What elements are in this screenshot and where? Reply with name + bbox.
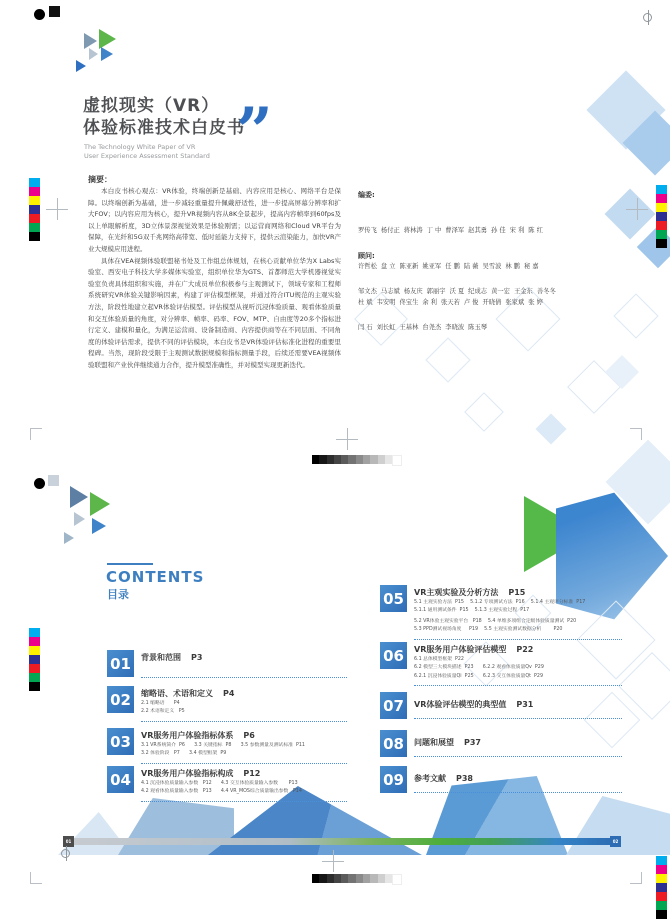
color-swatch: [656, 892, 667, 901]
toc-subitem: 6.2 模型三大模块描述 P23 6.2.2 观看体验质量Qv P29: [414, 665, 544, 671]
color-swatch: [656, 212, 667, 221]
toc-item-08: [380, 730, 622, 757]
decor-diamond-outline: [613, 293, 658, 338]
color-swatch: [656, 230, 667, 239]
toc-number: 06: [380, 642, 407, 669]
toc-item-07: [380, 692, 622, 719]
page-number-left: 01: [63, 836, 74, 847]
color-swatch: [656, 185, 667, 194]
page-number-right: 02: [610, 836, 621, 847]
toc-number: 09: [380, 766, 407, 793]
color-swatch: [656, 221, 667, 230]
toc-page-ref: P37: [464, 738, 481, 747]
subtitle-line1: The Technology White Paper of VR: [84, 143, 196, 151]
toc-number: 03: [107, 728, 134, 755]
toc-separator: [141, 677, 347, 678]
logo-triangle-icon: [90, 492, 110, 516]
toc-title: VR服务用户体验指标构成: [141, 769, 234, 778]
toc-separator: [414, 685, 622, 686]
crop-mark: [630, 872, 642, 884]
registration-cross-icon: [46, 198, 68, 220]
color-calibration-bar: [656, 185, 667, 248]
toc-subitem: 2.2 术语和定义 P5: [141, 709, 185, 715]
color-swatch: [29, 637, 40, 646]
color-calibration-bar: [656, 856, 667, 919]
color-swatch: [29, 646, 40, 655]
color-swatch: [656, 856, 667, 865]
toc-title: VR主观实验及分析方法: [414, 588, 499, 597]
toc-number: 01: [107, 650, 134, 677]
color-swatch: [656, 901, 667, 910]
grayscale-step-bar: [312, 874, 402, 885]
abstract-paragraph: 本白皮书核心观点：VR体验，终端创新是基础、内容应用是核心、网络平台是保障。以终端创新为基础，进一步减轻重量提升佩戴舒适性，进一步提高屏幕分辨率和扩大FOV；以内容应用为核心，提升VR视频内容从8K全景起步，提高内容帧率到60fps及以上单眼解析度，3D立体景深视觉效果是体验刚需；以运营商网络和Cloud VR平台为保障，在光纤和5G双千兆网络高带宽、低时延能力支持下，提供云渲染能力，加快VR产业大规模应用进程。: [88, 187, 341, 253]
toc-number: 08: [380, 730, 407, 757]
toc-title: 缩略语、术语和定义: [141, 689, 213, 698]
editors-label: 编委:: [358, 191, 375, 199]
logo-triangle-icon: [101, 47, 113, 61]
color-swatch: [29, 628, 40, 637]
toc-subitem: 4.1 沉浸体验质量输入参数 P12 4.3 交互体验质量输入参数 P13: [141, 781, 298, 786]
toc-item-01: [107, 650, 347, 678]
toc-separator: [141, 763, 347, 764]
logo-triangle-icon: [64, 532, 74, 544]
toc-page-ref: P6: [243, 731, 255, 740]
toc-page-ref: P3: [191, 653, 203, 662]
contents-accent-line: [107, 563, 153, 565]
toc-title: VR体验评估模型的典型值: [414, 700, 507, 709]
toc-number: 04: [107, 766, 134, 793]
logo-triangle-icon: [89, 48, 98, 60]
toc-item-04: [107, 766, 347, 802]
color-calibration-bar: [29, 628, 40, 691]
color-swatch: [656, 194, 667, 203]
color-swatch: [29, 205, 40, 214]
color-swatch: [29, 223, 40, 232]
toc-separator: [414, 756, 622, 757]
toc-subitem: 5.1.1 通用测试条件 P15 5.1.3 主观实验过程 P17: [414, 608, 530, 614]
color-swatch: [656, 910, 667, 919]
subtitle-line2: User Experience Assessment Standard: [84, 152, 210, 160]
grayscale-step-bar: [312, 455, 402, 466]
contents-heading-zh: 目录: [107, 588, 129, 601]
crop-mark: [30, 872, 42, 884]
registration-dot: [34, 9, 45, 20]
abstract-text: [88, 186, 341, 372]
contents-heading-en: CONTENTS: [106, 568, 205, 586]
toc-item-05: [380, 585, 622, 640]
logo-triangle-icon: [76, 60, 86, 72]
page-title: [83, 95, 245, 139]
toc-number: 02: [107, 686, 134, 713]
editors-row: 罗传飞 杨付正 蒋林涛 丁 中 曹泽军 赵其勇 孙 佳 宋 利 陈 红: [358, 227, 543, 234]
registration-target-icon: [60, 848, 71, 859]
color-swatch: [656, 239, 667, 248]
toc-subitem: 3.1 VR系统简介 P6 3.3 关键指标 P8 3.5 参数测量及测试标准 P11: [141, 743, 305, 748]
advisors-row: 闫 石 刘长虹 王基林 台尧杰 李晓波 陈玉琴: [358, 324, 488, 331]
toc-number: 05: [380, 585, 407, 612]
logo-triangle-icon: [99, 29, 116, 49]
registration-cross-icon: [336, 428, 358, 450]
registration-target-icon: [642, 12, 653, 23]
toc-subitem: 4.2 观看体验质量输入参数 P13 4.4 VR_MOS综合质量输出参数 P14: [141, 789, 302, 795]
toc-page-ref: P22: [516, 645, 534, 654]
toc-item-06: [380, 642, 622, 686]
color-swatch: [29, 187, 40, 196]
toc-separator: [414, 639, 622, 640]
toc-page-ref: P15: [508, 588, 526, 597]
logo-triangle-icon: [70, 486, 88, 508]
advisors-row: 邹文杰 马志斌 杨友庆 郭丽宇 沃 夏 纪成志 黄一宏 王金东 善冬冬: [358, 288, 556, 295]
toc-item-03: [107, 728, 347, 764]
toc-subitem: 5.3 PPD测试视场角度 P19 5.5 主观实验测试数据分析 P20: [414, 627, 563, 633]
color-calibration-bar: [29, 178, 40, 241]
toc-subitem: 2.1 缩略语 P4: [141, 701, 180, 706]
toc-title: 参考文献: [414, 774, 446, 783]
title-line1: 虚拟现实（VR）: [83, 96, 220, 116]
pagination-gradient-bar: [74, 838, 610, 845]
toc-subitem: 3.2 体验阶段 P7 3.4 模型框架 P9: [141, 751, 227, 757]
color-swatch: [656, 883, 667, 892]
registration-square: [49, 6, 60, 17]
editors-row: 许哲松 盘 立 陈亚新 姚亚军 任 鹏 陆 薇 吴雪波 林 鹏 秘 嘉: [358, 263, 539, 270]
toc-subitem: 6.2.1 沉浸体验质量Qi P25 6.2.3 交互体验质量Qt P29: [414, 673, 544, 679]
decor-trapezoid: [118, 798, 234, 855]
decor-diamond: [535, 413, 566, 444]
quote-mark-icon: ”: [236, 94, 273, 169]
color-swatch: [29, 682, 40, 691]
crop-mark: [630, 428, 642, 440]
advisors-label: 顾问:: [358, 252, 375, 260]
color-swatch: [656, 203, 667, 212]
toc-page-ref: P31: [516, 700, 534, 709]
toc-item-09: [380, 766, 622, 793]
toc-subitem: 6.1 总体模型框架 P22: [414, 657, 464, 662]
color-swatch: [656, 865, 667, 874]
toc-page-ref: P12: [243, 769, 261, 778]
color-swatch: [29, 664, 40, 673]
toc-separator: [141, 801, 347, 802]
toc-separator: [414, 792, 622, 793]
logo-triangle-icon: [74, 512, 85, 526]
color-swatch: [29, 196, 40, 205]
crop-mark: [30, 428, 42, 440]
editors-row: 杜 斌 韦安明 佟宝生 余 利 张天若 卢 俊 开晓倩 张家斌 张 婷: [358, 299, 543, 306]
abstract-label: 摘要：: [88, 175, 112, 184]
toc-subitem: 5.2 VR体验主观实验平台 P18 5.4 单维多项组合定级体验质量测试 P20: [414, 618, 577, 624]
color-swatch: [29, 673, 40, 682]
registration-cross-icon: [626, 198, 648, 220]
logo-triangle-icon: [92, 518, 106, 534]
color-swatch: [29, 232, 40, 241]
abstract-paragraph: 具体在VEA视频体验联盟秘书处及工作组总体规划，在核心贡献单位华为X Labs实验室、西安电子科技大学多媒体实验室，组织单位华为GTS、首都师范大学机器视觉实验室负责具体组织和实施，并在广大成员单位积极参与主观测试下，领域专家和工程师系统研究VR体验关键影响因素，构建了评估模型框架，并通过符合ITU规范的主观实验方法，阶段性地建立起VR体验评估模型。评估模型从视听沉浸体验质量、观看体验质量和交互体验质量的角度，对分辨率、帧率、码率、FOV、MTP、自由度等20多个指标进行定义、建模和量化，为满足运营商、设备制造商、内容提供商等在不同层面、不同角度的体验评估需求，提供不同的评估模块，本白皮书是VR体验评估标准化进程的重要里程碑。当然，现阶段受限于主观测试数据规模和指标测量手段，后续还需要VEA视频体验联盟和产业伙伴继续通力合作，提升模型准确性，并对模型实现更新迭代。: [88, 256, 341, 369]
logo-triangle-icon: [84, 33, 97, 49]
page-subtitle: [84, 143, 210, 161]
color-swatch: [29, 655, 40, 664]
toc-title: VR服务用户体验评估模型: [414, 645, 507, 654]
color-swatch: [656, 874, 667, 883]
toc-number: 07: [380, 692, 407, 719]
registration-dot: [34, 478, 45, 489]
toc-title: 问题和展望: [414, 738, 454, 747]
registration-square: [48, 475, 59, 486]
toc-page-ref: P38: [456, 774, 473, 783]
advisors-block: [358, 226, 573, 358]
registration-cross-icon: [322, 850, 344, 872]
color-swatch: [29, 214, 40, 223]
color-swatch: [29, 178, 40, 187]
title-line2: 体验标准技术白皮书: [83, 118, 245, 138]
decor-diamond-outline: [464, 392, 504, 432]
toc-separator: [141, 721, 347, 722]
toc-title: VR服务用户体验指标体系: [141, 731, 234, 740]
toc-separator: [414, 718, 622, 719]
toc-item-02: [107, 686, 347, 722]
toc-page-ref: P4: [223, 689, 235, 698]
toc-title: 背景和范围: [141, 653, 181, 662]
toc-subitem: 5.1 主观实验方法 P15 5.1.2 专项测试方法 P16 5.1.4 主观评分标准 P17: [414, 600, 586, 605]
